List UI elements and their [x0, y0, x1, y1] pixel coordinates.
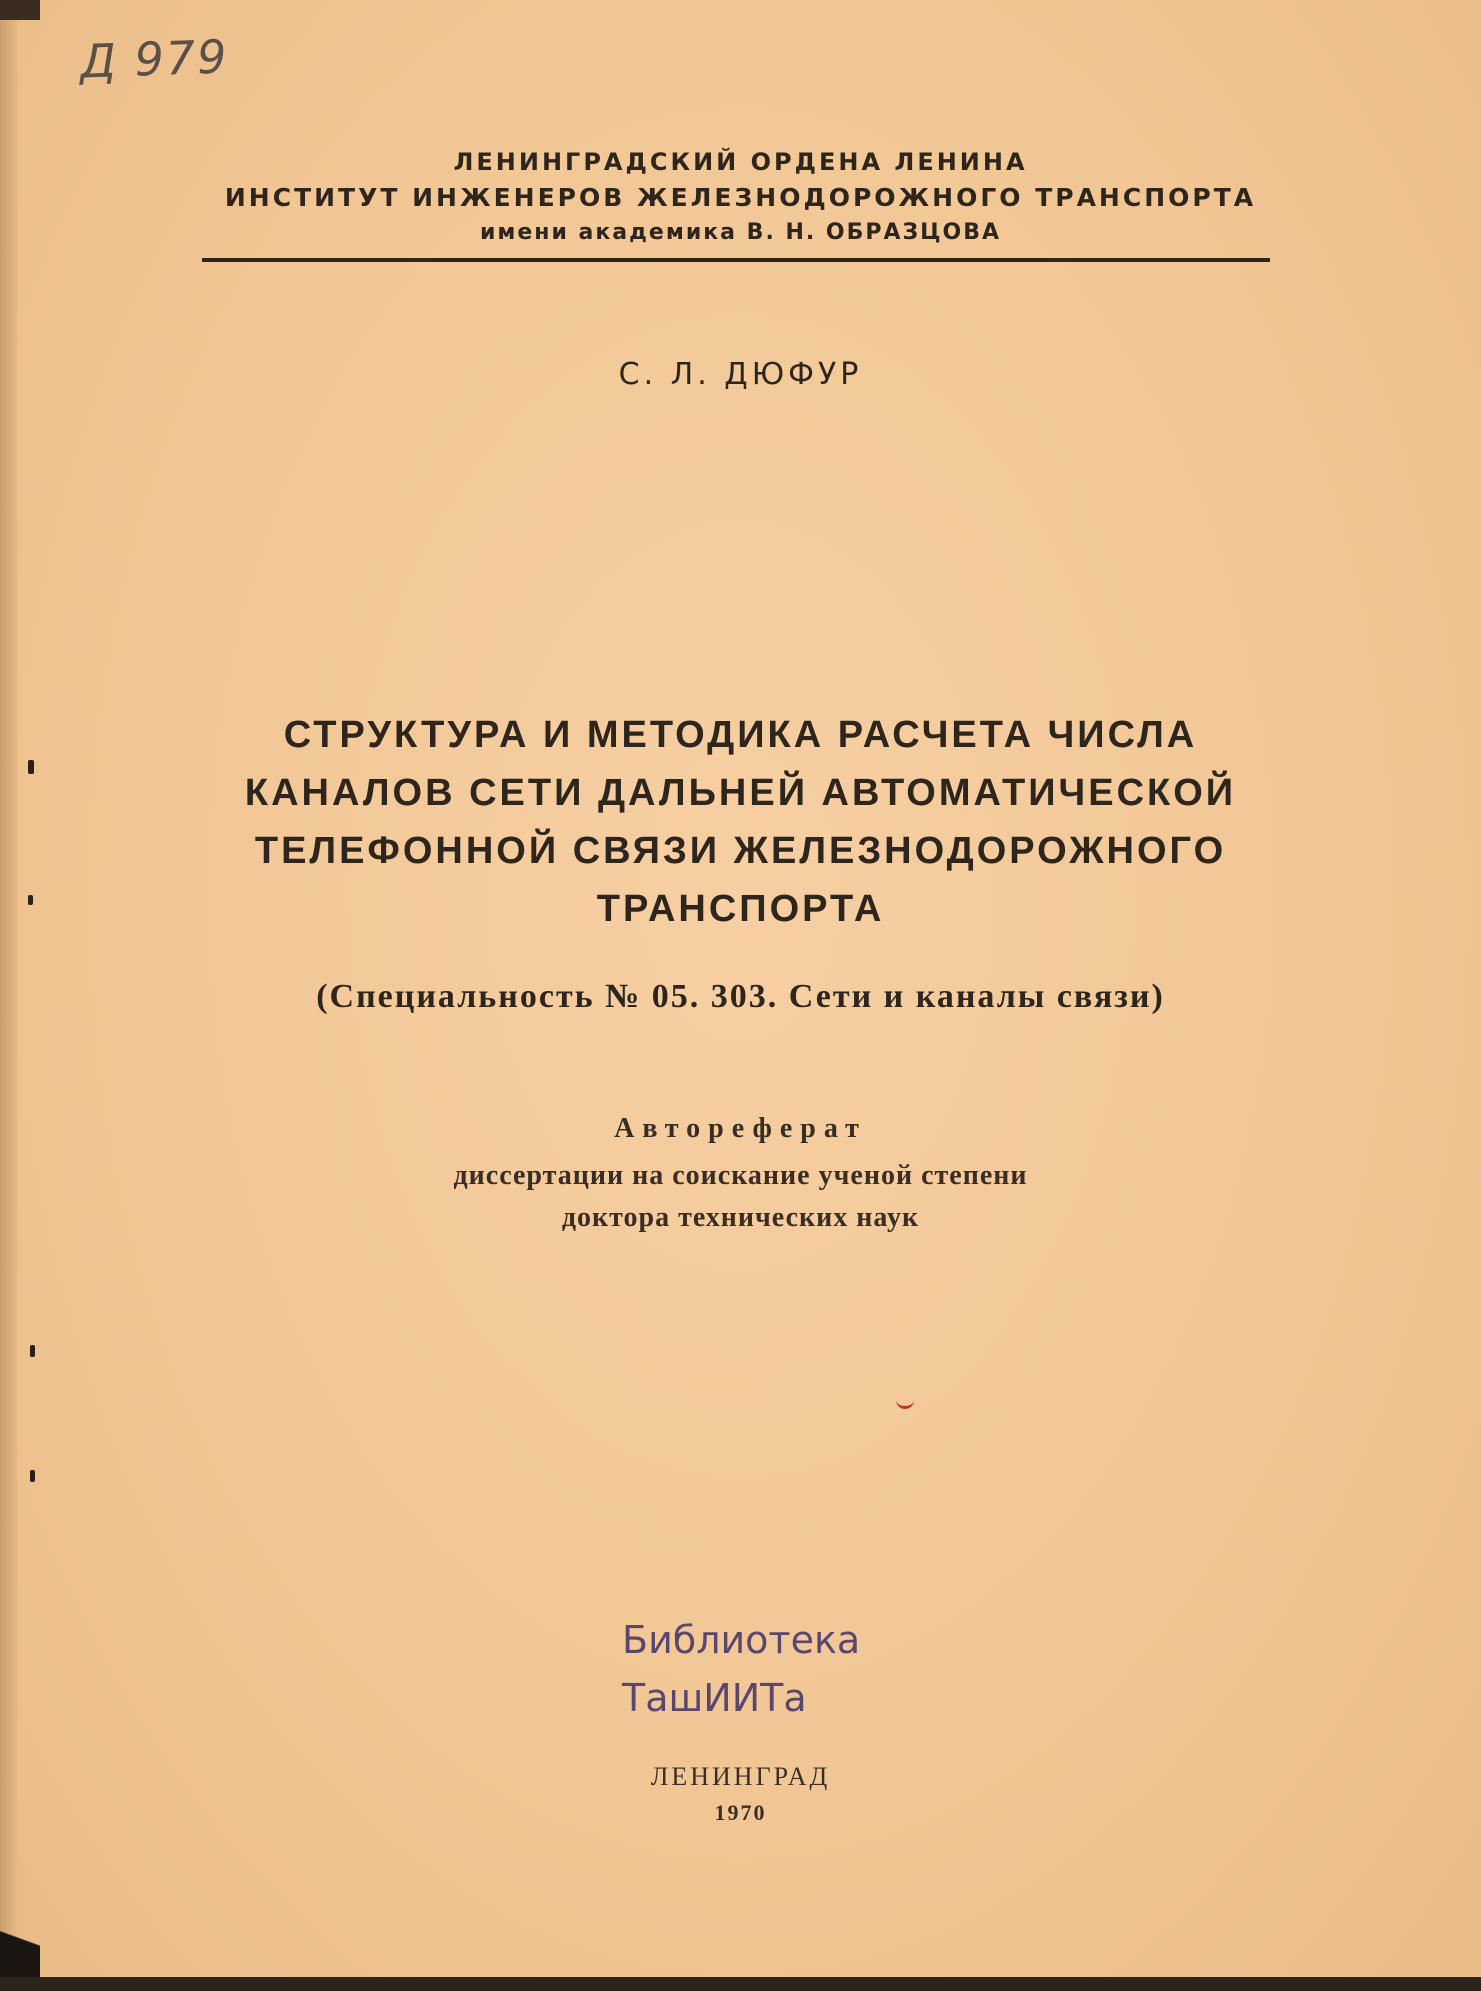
red-ink-mark — [896, 1400, 914, 1409]
abstract-label: Автореферат — [614, 1113, 867, 1144]
abstract-line-2: диссертации на соискание ученой степени — [453, 1160, 1028, 1191]
page-corner-shadow-bottom — [0, 1871, 40, 1991]
binding-hole — [30, 1345, 35, 1357]
binding-hole — [28, 760, 34, 774]
author-name: С. Л. ДЮФУР — [618, 357, 863, 392]
binding-hole — [30, 1470, 35, 1482]
abstract-line-3: доктора технических наук — [561, 1202, 920, 1233]
header-rule — [202, 258, 1270, 262]
library-stamp-line-1: Библиотека — [622, 1618, 861, 1662]
library-stamp-line-2: ТашИИТа — [622, 1676, 807, 1720]
title-line-4: ТРАНСПОРТА — [596, 888, 885, 930]
institute-line-2: ИНСТИТУТ ИНЖЕНЕРОВ ЖЕЛЕЗНОДОРОЖНОГО ТРАНСПОРТА — [224, 183, 1257, 212]
publication-city: ЛЕНИНГРАД — [650, 1762, 831, 1791]
binding-hole — [28, 895, 33, 905]
shelfmark-handwritten: Д 979 — [79, 29, 230, 89]
title-line-1: СТРУКТУРА И МЕТОДИКА РАСЧЕТА ЧИСЛА — [283, 714, 1198, 756]
document-title — [0, 706, 1481, 938]
specialty-line: (Специальность № 05. 303. Сети и каналы связи) — [316, 978, 1165, 1015]
institute-line-1: ЛЕНИНГРАДСКИЙ ОРДЕНА ЛЕНИНА — [453, 148, 1028, 176]
title-line-3: ТЕЛЕФОННОЙ СВЯЗИ ЖЕЛЕЗНОДОРОЖНОГО — [254, 830, 1227, 872]
page-corner-shadow — [0, 0, 40, 20]
publication-year: 1970 — [714, 1800, 767, 1825]
institute-line-3: имени академика В. Н. ОБРАЗЦОВА — [479, 220, 1002, 245]
page-bottom-edge — [0, 1977, 1481, 1991]
title-line-2: КАНАЛОВ СЕТИ ДАЛЬНЕЙ АВТОМАТИЧЕСКОЙ — [244, 772, 1237, 814]
